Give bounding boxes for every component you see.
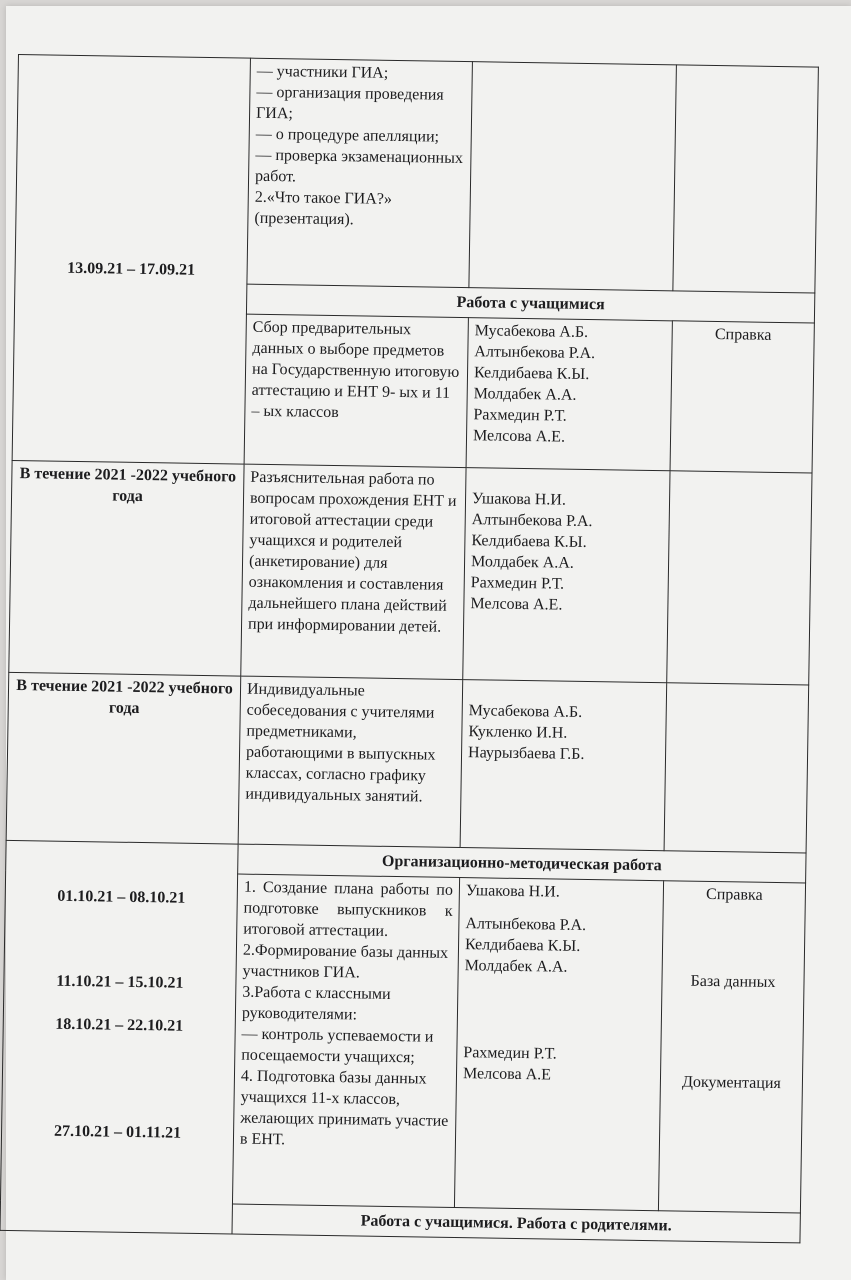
table-row xyxy=(15,55,818,294)
responsible-name: Алтынбекова Р.А. xyxy=(471,511,593,531)
responsible-name: Молдабек А.А. xyxy=(464,957,568,976)
responsible-name: Мелсова А.Е. xyxy=(470,595,563,614)
date-cell: В течение 2021 -2022 учебного года xyxy=(9,460,244,676)
plan-table xyxy=(0,54,819,1243)
result-cell xyxy=(667,471,812,685)
list-item: 2.«Что такое ГИА?» (презентация). xyxy=(254,188,393,229)
responsible-cell xyxy=(454,878,663,1211)
section-title: Работа с учащимися xyxy=(246,284,814,323)
responsible-name: Наурызбаева Г.Б. xyxy=(467,744,585,763)
responsible-name: Кукленко И.Н. xyxy=(468,723,568,742)
responsible-name: Молдабек А.А. xyxy=(473,385,577,404)
activity-cell xyxy=(247,58,473,287)
responsible-cell xyxy=(466,318,672,471)
activity-item: 2.Формирование базы данных участников ГИА. xyxy=(242,941,449,982)
responsible-name: Мелсова А.Е xyxy=(462,1065,552,1084)
activity-item: 3.Работа с классными руководителями: xyxy=(241,983,391,1024)
date-cell xyxy=(0,840,238,1234)
responsible-name: Рахмедин Р.Т. xyxy=(463,1044,557,1063)
result-cell: Справка xyxy=(670,321,814,473)
date-text: 11.10.21 – 15.10.21 xyxy=(56,972,184,992)
list-item: — участники ГИА; xyxy=(256,62,389,82)
activity-cell: Индивидуальные собеседования с учителями предметниками, работающими в выпускных классах, согласно графику индивидуальных занятий. xyxy=(238,676,463,847)
responsible-name: Мусабекова А.Б. xyxy=(468,702,583,721)
responsible-cell xyxy=(463,468,670,683)
responsible-name: Келдибаева К.Ы. xyxy=(473,364,590,384)
table-row xyxy=(9,460,812,685)
list-item: — организация проведения ГИА; xyxy=(255,83,444,123)
responsible-name: Ушакова Н.И. xyxy=(471,490,567,509)
result-text: База данных xyxy=(690,972,776,992)
result-cell xyxy=(673,65,819,293)
activity-item: 4. Подготовка базы данных учащихся 11-х классов, желающих принимать участие в ЕНТ. xyxy=(239,1067,449,1149)
date-text: 13.09.21 – 17.09.21 xyxy=(67,259,196,279)
responsible-name: Алтынбекова Р.А. xyxy=(474,343,596,363)
activity-item: 1. Создание плана работы по подготовке выпускников к итоговой аттестации. xyxy=(243,878,454,940)
result-text: Справка xyxy=(705,885,763,904)
result-cell xyxy=(658,881,805,1213)
responsible-name: Мелсова А.Е. xyxy=(472,427,566,446)
responsible-cell xyxy=(460,680,667,851)
responsible-name: Келдибаева К.Ы. xyxy=(464,936,581,955)
responsible-name: Мусабекова А.Б. xyxy=(474,322,589,341)
plan-document xyxy=(0,54,848,1244)
document-page xyxy=(6,6,851,1280)
responsible-name: Ушакова Н.И. xyxy=(465,882,560,901)
responsible-name: Молдабек А.А. xyxy=(470,553,574,572)
responsible-name: Рахмедин Р.Т. xyxy=(470,574,565,593)
date-text: 18.10.21 – 22.10.21 xyxy=(55,1015,184,1035)
section-title: Организационно-методическая работа xyxy=(238,844,806,883)
responsible-name: Келдибаева К.Ы. xyxy=(471,532,587,551)
date-text: 27.10.21 – 01.11.21 xyxy=(53,1122,182,1142)
table-row xyxy=(6,672,809,853)
activity-item: — контроль успеваемости и посещаемости учащихся; xyxy=(241,1025,434,1067)
list-item: — о процедуре апелляции; xyxy=(255,125,440,146)
result-text: Документация xyxy=(681,1073,781,1093)
date-cell: В течение 2021 -2022 учебного года xyxy=(6,672,241,844)
responsible-name: Алтынбекова Р.А. xyxy=(465,915,587,935)
list-item: — проверка экзаменационных работ. xyxy=(254,146,464,186)
date-cell xyxy=(12,55,250,465)
responsible-cell xyxy=(469,62,677,291)
activity-cell: Сбор предварительных данных о выборе предметов на Государственную итоговую аттестацию и ЕНТ 9- ых и 11 – ых классов xyxy=(244,314,468,467)
activity-cell xyxy=(232,874,459,1207)
result-cell xyxy=(664,683,809,853)
activity-cell: Разъяснительная работа по вопросам прохождения ЕНТ и итоговой аттестации среди учащихся и родителей (анкетирование) для ознакомления и составления дальнейшего плана действий при информировании детей. xyxy=(241,464,466,679)
responsible-name: Рахмедин Р.Т. xyxy=(473,406,567,425)
date-text: 01.10.21 – 08.10.21 xyxy=(57,887,186,907)
section-title: Работа с учащимися. Работа с родителями. xyxy=(232,1204,800,1243)
